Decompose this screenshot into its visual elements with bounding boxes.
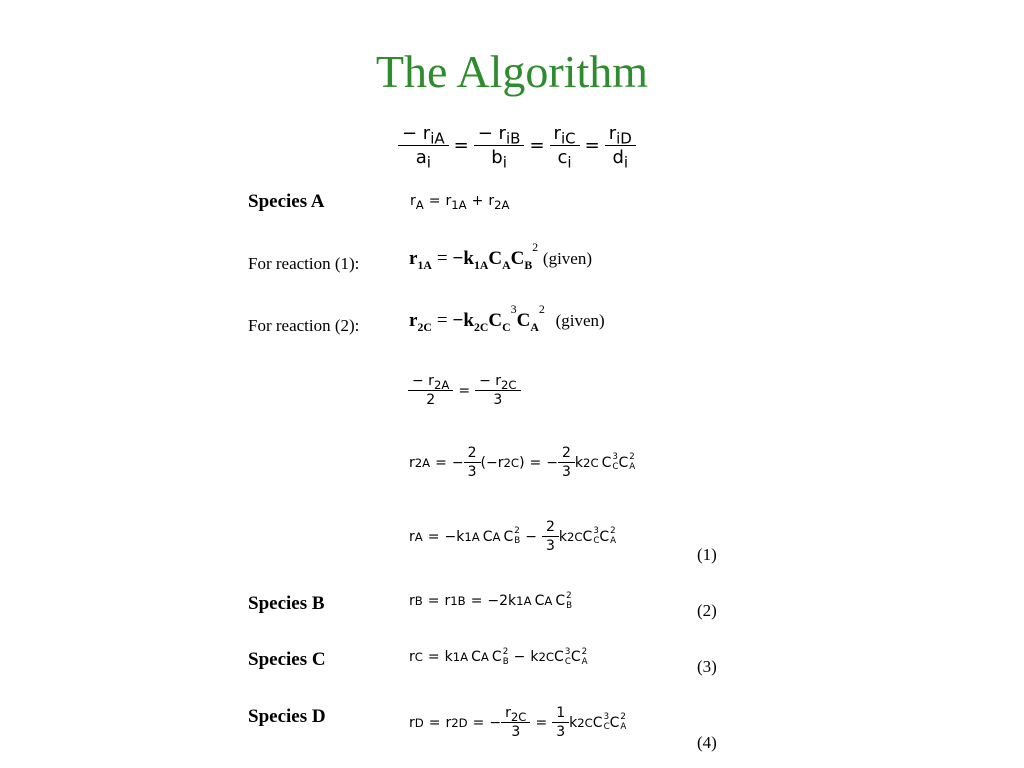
equation-number-1: (1) xyxy=(697,545,717,564)
species-b-label: Species B xyxy=(248,593,325,614)
given-annotation: (given) xyxy=(542,249,593,268)
species-c-rate-equation: r C = k 1A C A C 2 B − k 2C C 3 C C 2 A xyxy=(409,647,588,667)
rate-relation-equation: $\frac{- r_{2A}}{2}$ = $\frac{- r_{2C}}{3}$ xyxy=(408,373,521,408)
reaction-2-rate-law: $r_{2C} = -k_{2C}C_C^3C_A^2$ (given) xyxy=(409,301,605,334)
reaction-1-label: For reaction (1): xyxy=(248,254,360,273)
species-a-label: Species A xyxy=(248,191,325,212)
species-d-label: Species D xyxy=(248,706,326,727)
ra-full-expression: r A = −k 1A C A C 2 B − $\frac{2}{3}$ k 2C C 3 C C 2 A xyxy=(409,519,617,554)
reaction-2-label: For reaction (2): xyxy=(248,316,360,335)
species-d-rate-equation: r D = r 2D = − $\frac{r_{2C}}{3}$ = $\frac{1}{3}$ k 2C C 3 C C 2 A xyxy=(409,705,627,740)
page-title: The Algorithm xyxy=(375,46,649,97)
r2a-expression: r 2A = − $\frac{2}{3}$ (−r 2C ) = − $\frac{2}{3}$ k 2C C 3 C C 2 A xyxy=(409,445,636,480)
equation-number-3: (3) xyxy=(697,657,717,676)
species-b-rate-equation: r B = r 1B = −2k 1A C A C 2 B xyxy=(409,591,573,611)
stoichiometric-ratio-equation: $\frac{- r_{iA}}{a_i}$ = $\frac{- r_{iB}}{b_i}$ = $\frac{r_{iC}}{c_i}$ = $\frac{r_{iD}}{d_i}$ xyxy=(398,123,636,168)
equation-number-2: (2) xyxy=(697,601,717,620)
species-a-rate-equation: $r_A = r_{1A} + r_{2A}$ xyxy=(410,193,510,212)
given-annotation: (given) xyxy=(555,311,605,330)
species-c-label: Species C xyxy=(248,649,326,670)
reaction-1-rate-law: $r_{1A} = -k_{1A}C_AC_B^2$ (given) xyxy=(409,239,593,272)
equation-number-4: (4) xyxy=(697,733,717,752)
